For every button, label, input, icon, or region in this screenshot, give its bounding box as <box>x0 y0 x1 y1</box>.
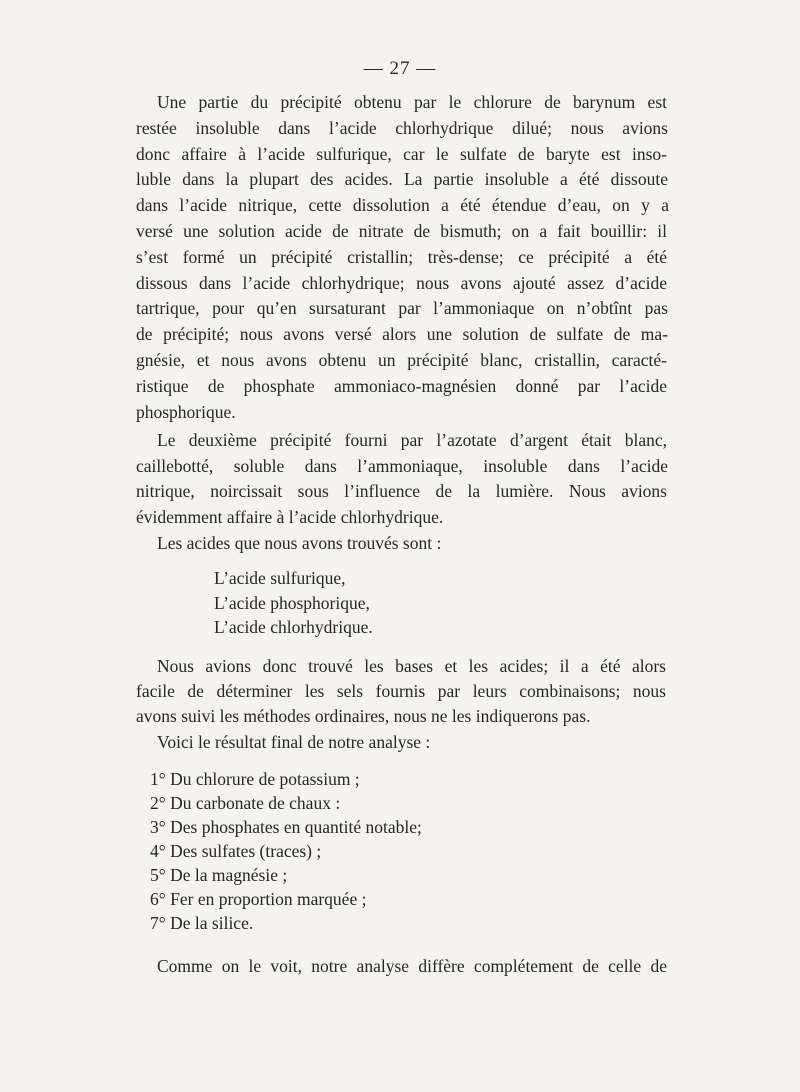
paragraph-line: facile de déterminer les sels fournis par leurs combinaisons; nous <box>136 681 666 701</box>
page-number: — 27 — <box>363 58 437 79</box>
final-line: Comme on le voit, notre analyse diffère complétement de celle de <box>157 956 667 976</box>
result-item: 4° Des sulfates (traces) ; <box>150 841 322 861</box>
acids-intro: Les acides que nous avons trouvés sont : <box>157 533 442 553</box>
acid-item: L’acide phosphorique, <box>214 593 370 613</box>
acid-item: L’acide sulfurique, <box>214 568 346 588</box>
paragraph-line: gnésie, et nous avons obtenu un précipité blanc, cristallin, caracté- <box>136 350 667 370</box>
acid-item: L’acide chlorhydrique. <box>214 617 373 637</box>
result-item: 6° Fer en proportion marquée ; <box>150 889 367 909</box>
result-item: 3° Des phosphates en quantité notable; <box>150 817 422 837</box>
paragraph-line: caillebotté, soluble dans l’ammoniaque, insoluble dans l’acide <box>136 456 668 476</box>
paragraph-line: luble dans la plupart des acides. La partie insoluble a été dissoute <box>136 169 668 189</box>
paragraph-line: dans l’acide nitrique, cette dissolution a été étendue d’eau, on y a <box>136 195 669 215</box>
paragraph-line: dissous dans l’acide chlorhydrique; nous avons ajouté assez d’acide <box>136 273 667 293</box>
paragraph-line: Le deuxième précipité fourni par l’azotate d’argent était blanc, <box>157 430 667 450</box>
paragraph-line: nitrique, noircissait sous l’influence de la lumière. Nous avions <box>136 481 667 501</box>
result-item: 2° Du carbonate de chaux : <box>150 793 341 813</box>
paragraph-line: évidemment affaire à l’acide chlorhydrique. <box>136 507 444 527</box>
paragraph-line: s’est formé un précipité cristallin; très-dense; ce précipité a été <box>136 247 667 267</box>
paragraph-line: de précipité; nous avons versé alors une solution de sulfate de ma- <box>136 324 668 344</box>
paragraph-line: phosphorique. <box>136 402 236 422</box>
paragraph-line: restée insoluble dans l’acide chlorhydrique dilué; nous avions <box>136 118 668 138</box>
result-item: 1° Du chlorure de potassium ; <box>150 769 360 789</box>
paragraph-line: donc affaire à l’acide sulfurique, car le sulfate de baryte est inso- <box>136 144 667 164</box>
paragraph-line: ristique de phosphate ammoniaco-magnésien donné par l’acide <box>136 376 667 396</box>
paragraph-line: tartrique, pour qu’en sursaturant par l’ammoniaque on n’obtînt pas <box>136 298 668 318</box>
result-item: 5° De la magnésie ; <box>150 865 288 885</box>
paragraph-line: avons suivi les méthodes ordinaires, nous ne les indiquerons pas. <box>136 706 591 726</box>
paragraph-line: versé une solution acide de nitrate de bismuth; on a fait bouillir: il <box>136 221 667 241</box>
paragraph-line: Nous avions donc trouvé les bases et les acides; il a été alors <box>157 656 666 676</box>
result-item: 7° De la silice. <box>150 913 254 933</box>
results-intro: Voici le résultat final de notre analyse : <box>157 732 431 752</box>
paragraph-line: Une partie du précipité obtenu par le chlorure de barynum est <box>157 92 667 112</box>
